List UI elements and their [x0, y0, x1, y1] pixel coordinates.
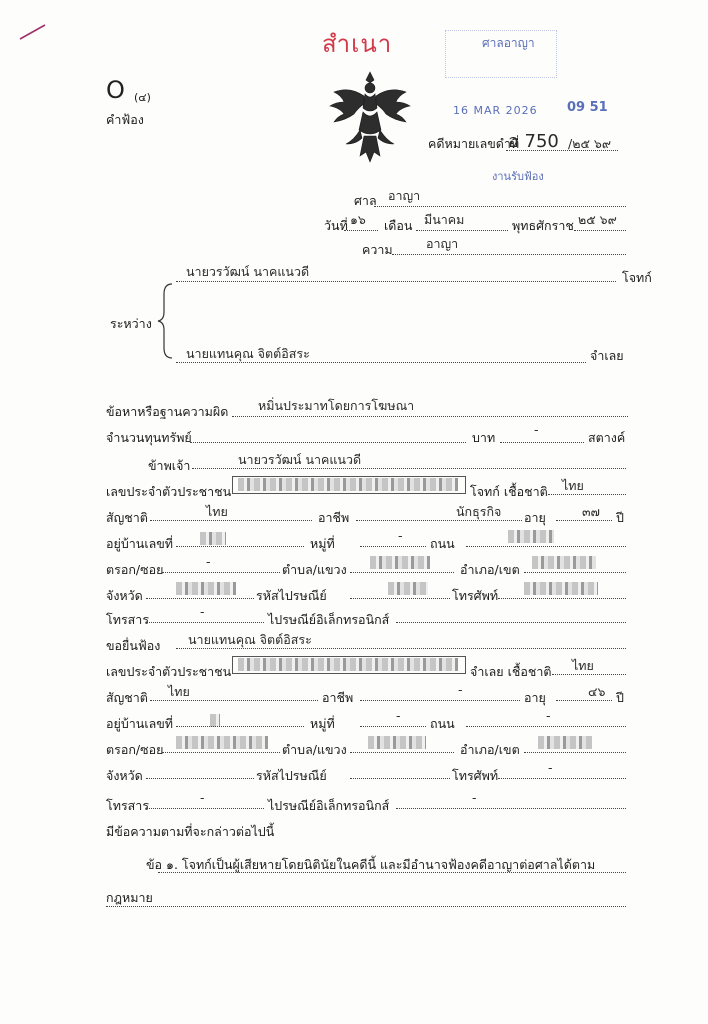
clause-1-text: ข้อ ๑. โจทก์เป็นผู้เสียหายโดยนิตินัยในคดีนี้ และมีอำนาจฟ้องคดีอาญาต่อศาลได้ตาม [146, 857, 596, 872]
plaintiff-postal-redacted [388, 582, 428, 595]
plaintiff-house-redacted [200, 532, 226, 545]
plaintiff-phone-label: โทรศัพท์ [452, 588, 499, 603]
plaintiff-phone-line [498, 598, 626, 599]
defendant-province-line [146, 778, 254, 779]
court-name: อาญา [388, 188, 421, 203]
defendant-nationality: ไทย [168, 684, 190, 699]
defendant-tambon-label: ตำบล/แขวง [282, 742, 347, 757]
plaintiff-house-label: อยู่บ้านเลขที่ [106, 536, 174, 551]
defendant-fax-line [146, 808, 264, 809]
defendant-amphoe-line [524, 752, 626, 753]
plaintiff-age-label: อายุ [524, 510, 546, 525]
defendant-soi-redacted [176, 736, 268, 749]
defendant-tambon-line [350, 752, 454, 753]
defendant-amphoe-redacted [538, 736, 592, 749]
defendant-soi-line [162, 752, 280, 753]
plaintiff-i-label: ข้าพเจ้า [148, 458, 191, 473]
defendant-info-name-line [176, 648, 626, 649]
plaintiff-fax-label: โทรสาร [106, 612, 150, 627]
plaintiff-info-name: นายวรวัฒน์ นาคแนวดี [238, 452, 362, 467]
defendant-phone-line [498, 778, 626, 779]
defendant-fax-label: โทรสาร [106, 798, 150, 813]
copy-stamp: สำเนา [322, 30, 393, 58]
plaintiff-phone-redacted [524, 582, 598, 595]
matter-line [392, 254, 626, 255]
plaintiff-info-name-line [192, 468, 626, 469]
receive-unit-stamp: งานรับฟ้อง [492, 170, 544, 183]
clause-1-text-cont: กฎหมาย [106, 890, 153, 905]
defendant-nationality-line [150, 700, 318, 701]
charge-value: หมิ่นประมาทโดยการโฆษณา [258, 398, 415, 413]
baht-label: บาท [472, 430, 496, 445]
defendant-age-unit: ปี [616, 690, 624, 705]
defendant-name: นายแทนคุณ จิตต์อิสระ [186, 346, 310, 361]
plaintiff-soi: - [206, 554, 211, 569]
date-month-line [416, 230, 508, 231]
defendant-tambon-redacted [368, 736, 426, 749]
court-line [374, 206, 626, 207]
plaintiff-role-race-label: โจทก์ เชื้อชาติ [470, 484, 548, 499]
garuda-emblem-icon [326, 66, 414, 170]
date-day: ๑๖ [350, 212, 366, 227]
defendant-id-redacted [238, 658, 458, 671]
defendant-moo: - [396, 708, 401, 723]
defendant-sue-label: ขอยื่นฟ้อง [106, 638, 161, 653]
defendant-road-label: ถนน [430, 716, 455, 731]
case-number-label: คดีหมายเลขดำที่ [428, 136, 520, 151]
plaintiff-amphoe-label: อำเภอ/เขต [460, 562, 520, 577]
intro-text: มีข้อความตามที่จะกล่าวต่อไปนี้ [106, 824, 275, 839]
defendant-info-name: นายแทนคุณ จิตต์อิสระ [188, 632, 312, 647]
court-stamp: ศาลอาญา [482, 36, 535, 50]
defendant-race-line [552, 674, 626, 675]
defendant-email-line [396, 808, 626, 809]
amount-label: จำนวนทุนทรัพย์ [106, 430, 192, 445]
plaintiff-province-label: จังหวัด [106, 588, 143, 603]
defendant-id-label: เลขประจำตัวประชาชน [106, 664, 232, 679]
received-date-stamp: 16 MAR 2026 [453, 104, 538, 117]
amount-line [190, 442, 466, 443]
plaintiff-amphoe-redacted [532, 556, 596, 569]
plaintiff-road-redacted [508, 530, 554, 543]
bracket-icon [156, 282, 176, 360]
date-day-line [344, 230, 378, 231]
charge-line [232, 416, 628, 417]
defendant-house-label: อยู่บ้านเลขที่ [106, 716, 174, 731]
defendant-moo-label: หมู่ที่ [310, 716, 335, 731]
charge-label: ข้อหาหรือฐานความผิด [106, 404, 229, 419]
year-label: พุทธศักราช [512, 218, 574, 233]
defendant-email: - [472, 790, 477, 805]
defendant-fax: - [200, 790, 205, 805]
received-time-stamp: 09 51 [567, 100, 608, 115]
plaintiff-tambon-line [350, 572, 454, 573]
plaintiff-age-unit: ปี [616, 510, 624, 525]
court-stamp-frame [445, 30, 557, 78]
defendant-email-label: ไปรษณีย์อิเล็กทรอนิกส์ [268, 798, 390, 813]
form-number: (๔) [134, 91, 151, 104]
baht-line [500, 442, 584, 443]
defendant-soi-label: ตรอก/ซอย [106, 742, 164, 757]
between-label: ระหว่าง [110, 316, 152, 331]
satang-label: สตางค์ [588, 430, 626, 445]
form-name: คำฟ้อง [106, 112, 144, 127]
defendant-age-line [556, 700, 612, 701]
date-label: วันที่ [324, 218, 348, 233]
defendant-race: ไทย [572, 658, 594, 673]
plaintiff-race-line [548, 494, 626, 495]
plaintiff-age-line [556, 520, 612, 521]
defendant-role-race-label: จำเลย เชื้อชาติ [470, 664, 552, 679]
plaintiff-occupation-label: อาชีพ [318, 510, 350, 525]
plaintiff-postal-label: รหัสไปรษณีย์ [256, 588, 327, 603]
form-code: O [106, 76, 125, 104]
plaintiff-occupation: นักธุรกิจ [456, 504, 502, 519]
plaintiff-moo-line [360, 546, 426, 547]
defendant-line [176, 362, 586, 363]
defendant-postal-line [350, 778, 450, 779]
plaintiff-soi-label: ตรอก/ซอย [106, 562, 164, 577]
plaintiff-age: ๓๗ [582, 504, 600, 519]
pen-mark-icon [18, 22, 48, 42]
plaintiff-province-redacted [176, 582, 236, 595]
plaintiff-road-label: ถนน [430, 536, 455, 551]
plaintiff-house-line [176, 546, 304, 547]
defendant-age-label: อายุ [524, 690, 546, 705]
date-year: ๒๕ ๖๙ [578, 212, 617, 227]
plaintiff-id-redacted [238, 478, 458, 491]
defendant-postal-label: รหัสไปรษณีย์ [256, 768, 327, 783]
plaintiff-postal-line [350, 598, 450, 599]
baht-value: - [534, 422, 539, 437]
matter-label: ความ [362, 242, 393, 257]
plaintiff-nationality-label: สัญชาติ [106, 510, 148, 525]
defendant-phone-label: โทรศัพท์ [452, 768, 499, 783]
plaintiff-id-label: เลขประจำตัวประชาชน [106, 484, 232, 499]
clause-1-line [158, 872, 626, 873]
plaintiff-email-line [396, 622, 626, 623]
date-month: มีนาคม [424, 212, 465, 227]
plaintiff-nationality-line [150, 520, 312, 521]
defendant-amphoe-label: อำเภอ/เขต [460, 742, 520, 757]
clause-1-line-2 [106, 906, 626, 907]
plaintiff-line [176, 281, 616, 282]
case-number: อ 750 [508, 131, 559, 152]
plaintiff-race: ไทย [562, 478, 584, 493]
plaintiff-tambon-label: ตำบล/แขวง [282, 562, 347, 577]
plaintiff-role: โจทก์ [622, 270, 652, 285]
defendant-province-label: จังหวัด [106, 768, 143, 783]
defendant-occupation: - [458, 682, 463, 697]
defendant-road-line [466, 726, 626, 727]
defendant-nationality-label: สัญชาติ [106, 690, 148, 705]
defendant-occupation-label: อาชีพ [322, 690, 354, 705]
defendant-house-line [176, 726, 304, 727]
defendant-moo-line [360, 726, 426, 727]
plaintiff-tambon-redacted [370, 556, 430, 569]
plaintiff-name: นายวรวัฒน์ นาคแนวดี [186, 264, 310, 279]
plaintiff-amphoe-line [524, 572, 626, 573]
plaintiff-fax-line [146, 622, 264, 623]
plaintiff-nationality: ไทย [206, 504, 228, 519]
case-number-line [506, 150, 618, 151]
defendant-role: จำเลย [590, 348, 624, 363]
month-label: เดือน [384, 218, 413, 233]
plaintiff-road-line [466, 546, 626, 547]
plaintiff-occupation-line [356, 520, 522, 521]
defendant-road: - [546, 708, 551, 723]
court-label: ศาล [354, 193, 377, 208]
plaintiff-soi-line [162, 572, 280, 573]
matter-value: อาญา [426, 236, 459, 251]
plaintiff-email-label: ไปรษณีย์อิเล็กทรอนิกส์ [268, 612, 390, 627]
case-year: /๒๕ ๖๙ [568, 136, 611, 151]
plaintiff-fax: - [200, 604, 205, 619]
date-year-line [574, 230, 626, 231]
defendant-phone: - [548, 760, 553, 775]
plaintiff-province-line [146, 598, 254, 599]
defendant-occupation-line [360, 700, 520, 701]
plaintiff-moo: - [398, 528, 403, 543]
defendant-age: ๔๖ [588, 684, 606, 699]
plaintiff-moo-label: หมู่ที่ [310, 536, 335, 551]
